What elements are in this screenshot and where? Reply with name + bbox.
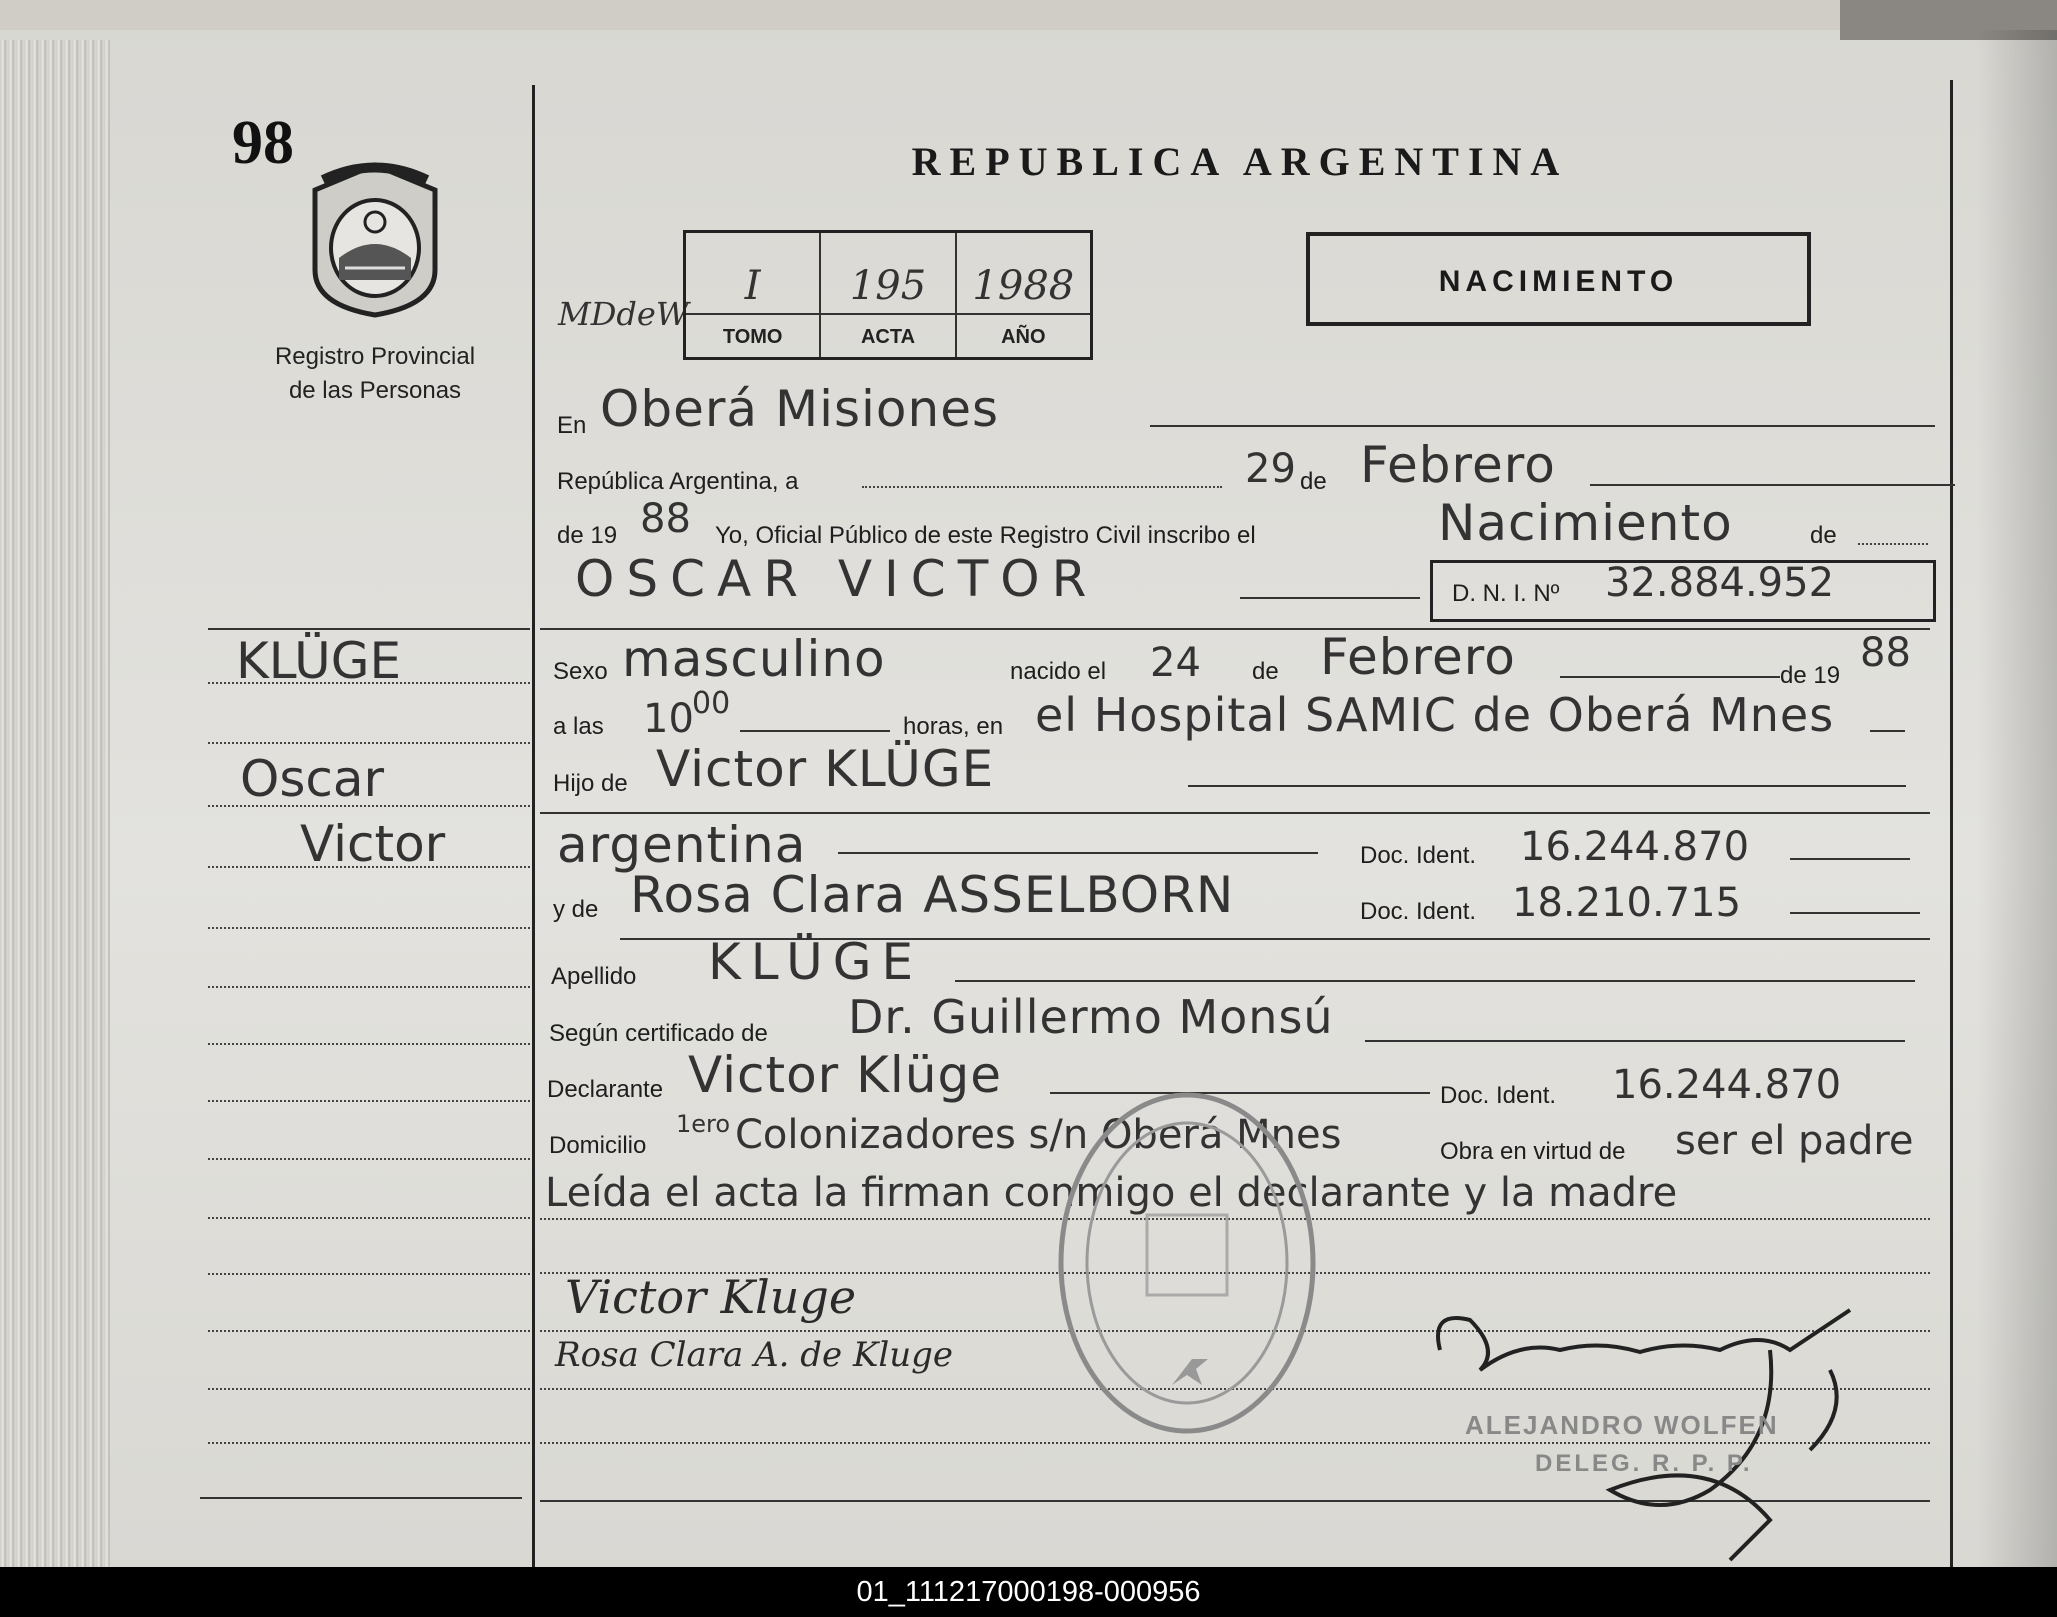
line-dots [862, 486, 1222, 488]
sexo-value: masculino [622, 630, 886, 688]
margin-given-name-2: Victor [300, 815, 446, 873]
place-value: Oberá Misiones [600, 380, 1000, 438]
page-top-edge [0, 0, 1840, 30]
line-rule [540, 812, 1930, 814]
act-kind-value: Nacimiento [1438, 494, 1733, 552]
father-nationality-value: argentina [557, 816, 807, 874]
line-dots [1858, 543, 1928, 545]
margin-rule [208, 1442, 530, 1444]
document-title: REPUBLICA ARGENTINA [911, 139, 1569, 184]
year-suffix: 88 [640, 496, 691, 542]
signature-declarant: Victor Kluge [565, 1270, 857, 1324]
official-stamp-line-2: DELEG. R. P. P. [1535, 1450, 1753, 1477]
margin-rule [208, 1330, 530, 1332]
margin-rule [208, 628, 530, 630]
line-rule [1560, 676, 1780, 678]
right-border [1950, 80, 1953, 1567]
certifier-value: Dr. Guillermo Monsú [848, 990, 1334, 1044]
nacido-label: nacido el [1010, 658, 1107, 685]
birth-day-value: 24 [1150, 640, 1201, 686]
address-value: Colonizadores s/n Oberá Mnes [735, 1112, 1342, 1158]
line-rule [1790, 858, 1910, 860]
surname-value: KLÜGE [708, 933, 924, 991]
segun-label: Según certificado de [549, 1020, 768, 1047]
father-doc-value: 16.244.870 [1520, 824, 1750, 870]
de-label: de [1300, 468, 1327, 495]
republica-label: República Argentina, a [557, 468, 799, 495]
day-value: 29 [1245, 446, 1296, 492]
obra-value: ser el padre [1675, 1118, 1914, 1164]
domicilio-label: Domicilio [549, 1132, 647, 1159]
registry-name [230, 340, 520, 408]
father-doc-label: Doc. Ident. [1360, 842, 1477, 869]
hour-value: 10 [643, 696, 694, 742]
anio-cell [957, 233, 1090, 357]
registrant-name: OSCAR VICTOR [575, 550, 1099, 608]
anio-value: 1988 [957, 263, 1090, 315]
minute-value: 00 [692, 686, 731, 721]
page-shadow [1977, 30, 2057, 1567]
acta-value: 195 [821, 263, 954, 315]
line-rule [1240, 597, 1420, 599]
mother-doc-label: Doc. Ident. [1360, 898, 1477, 925]
image-id-caption: 01_111217000198-000956 [0, 1567, 2057, 1617]
acta-cell [821, 233, 956, 357]
hijo-label: Hijo de [553, 770, 628, 797]
line-rule [1590, 484, 1955, 486]
closing-statement: Leída el acta la firman conmigo el declarante y la madre [545, 1170, 1678, 1216]
yo-statement: Yo, Oficial Público de este Registro Civil inscribo el [715, 522, 1256, 549]
line-rule [740, 730, 890, 732]
line-rule [1365, 1040, 1905, 1042]
month-value: Febrero [1360, 436, 1556, 494]
signature-mother: Rosa Clara A. de Kluge [555, 1335, 954, 1375]
declarant-doc-value: 16.244.870 [1612, 1062, 1842, 1108]
birth-year-suffix: 88 [1860, 630, 1911, 676]
anio-label: AÑO [1001, 326, 1046, 348]
office-stamp-icon [1052, 1085, 1322, 1440]
margin-rule [208, 986, 530, 988]
official-stamp-line-1: ALEJANDRO WOLFEN [1465, 1410, 1779, 1440]
margin-given-name-1: Oscar [240, 750, 385, 808]
margin-surname: KLÜGE [236, 632, 402, 690]
line-rule [1790, 912, 1920, 914]
obra-label: Obra en virtud de [1440, 1138, 1626, 1165]
birth-place-value: el Hospital SAMIC de Oberá Mnes [1035, 688, 1835, 742]
tomo-label: TOMO [722, 326, 783, 348]
margin-rule [208, 927, 530, 929]
de-end-label: de [1810, 522, 1837, 549]
tomo-cell [686, 233, 821, 357]
folio-number: 98 [232, 109, 294, 177]
reference-table [683, 230, 1093, 360]
acta-label: ACTA [860, 326, 916, 348]
sexo-label: Sexo [553, 658, 608, 685]
y-de-label: y de [553, 896, 599, 923]
declarante-label: Declarante [547, 1076, 664, 1103]
record-type-box: NACIMIENTO [1306, 232, 1811, 326]
margin-rule [208, 1100, 530, 1102]
margin-rule [208, 742, 530, 744]
margin-rule [208, 1388, 530, 1390]
margin-rule [208, 1158, 530, 1160]
line-rule [838, 852, 1318, 854]
birth-year-prefix: de 19 [1780, 662, 1841, 689]
column-divider [532, 85, 535, 1567]
book-spine-edge [0, 40, 110, 1567]
birth-month-value: Febrero [1320, 628, 1516, 686]
declarant-value: Victor Klüge [688, 1046, 1003, 1104]
margin-rule [208, 1217, 530, 1219]
horas-label: horas, en [903, 713, 1004, 740]
a-las-label: a las [553, 713, 604, 740]
registry-line-1: Registro Provincial [274, 343, 476, 370]
dni-label: D. N. I. Nº [1452, 580, 1560, 607]
apellido-label: Apellido [551, 963, 637, 990]
line-rule [1188, 785, 1906, 787]
margin-rule [200, 1497, 522, 1499]
mother-doc-value: 18.210.715 [1512, 880, 1742, 926]
en-label: En [557, 412, 587, 439]
provincial-seal-icon [305, 160, 445, 320]
margin-rule [208, 1043, 530, 1045]
district-prefix: MDdeW [558, 295, 689, 333]
tomo-value: I [686, 263, 819, 315]
margin-rule [208, 1273, 530, 1275]
year-prefix: de 19 [557, 522, 618, 549]
declarant-doc-label: Doc. Ident. [1440, 1082, 1557, 1109]
father-value: Victor KLÜGE [656, 740, 995, 798]
line-rule [1150, 425, 1935, 427]
dni-value: 32.884.952 [1605, 560, 1835, 606]
line-rule [955, 980, 1915, 982]
mother-value: Rosa Clara ASSELBORN [630, 866, 1235, 924]
birth-de-label: de [1252, 658, 1279, 685]
registry-line-2: de las Personas [288, 377, 462, 404]
address-sup: 1ero [676, 1110, 731, 1138]
line-rule [1870, 730, 1905, 732]
